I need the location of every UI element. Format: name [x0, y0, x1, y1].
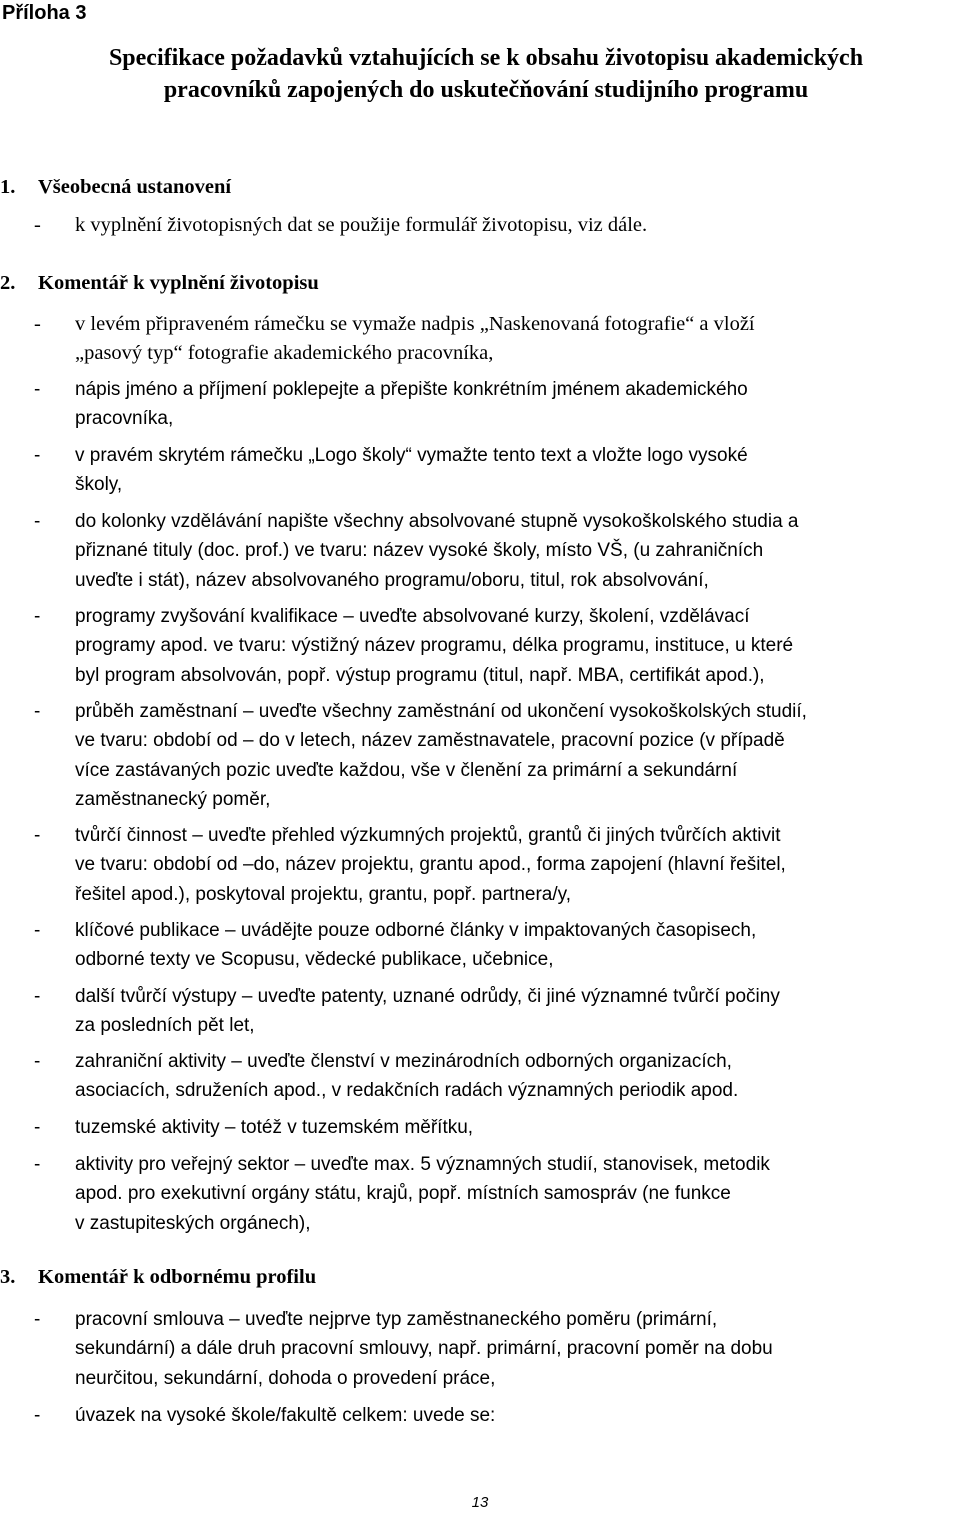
- list-item-line: pracovní smlouva – uveďte nejprve typ zaměstnaneckého poměru (primární,: [75, 1309, 718, 1330]
- list-item-line: přiznané tituly (doc. prof.) ve tvaru: název vysoké školy, místo VŠ, (u zahraničních: [75, 540, 764, 562]
- section-number: 2.: [0, 272, 16, 294]
- bullet-dash: -: [34, 379, 41, 400]
- list-item-line: v levém připraveném rámečku se vymaže nadpis „Naskenovaná fotografie“ a vloží: [75, 313, 755, 335]
- list-item-line: řešitel apod.), poskytoval projektu, grantu, popř. partnera/y,: [75, 883, 572, 905]
- list-item-line: za posledních pět let,: [75, 1015, 255, 1037]
- bullet-dash: -: [34, 1405, 41, 1426]
- list-item-line: v zastupiteských orgánech),: [75, 1212, 311, 1234]
- bullet-dash: -: [34, 1154, 41, 1175]
- bullet-dash: -: [34, 825, 41, 846]
- list-item-line: úvazek na vysoké škole/fakultě celkem: uvede se:: [75, 1405, 496, 1426]
- list-item-line: nápis jméno a příjmení poklepejte a přepište konkrétním jménem akademického: [75, 379, 748, 400]
- bullet-dash: -: [34, 920, 41, 941]
- section-number: 1.: [0, 176, 16, 198]
- list-item-line: asociacích, sdruženích apod., v redakčních radách významných periodik apod.: [75, 1080, 739, 1102]
- section-title: Komentář k vyplnění životopisu: [38, 272, 319, 294]
- section-number: 3.: [0, 1266, 16, 1288]
- list-item-line: zahraniční aktivity – uveďte členství v mezinárodních odborných organizacích,: [75, 1051, 732, 1072]
- bullet-dash: -: [34, 313, 41, 335]
- list-item-line: aktivity pro veřejný sektor – uveďte max. 5 významných studií, stanovisek, metodik: [75, 1154, 770, 1175]
- section-3-heading: [0, 1264, 316, 1290]
- list-item-line: v pravém skrytém rámečku „Logo školy“ vymažte tento text a vložte logo vysoké: [75, 445, 748, 466]
- list-item-line: průběh zaměstnaní – uveďte všechny zaměstnání od ukončení vysokoškolských studií,: [75, 701, 807, 722]
- bullet-dash: -: [34, 701, 41, 722]
- list-item-line: zaměstnanecký poměr,: [75, 788, 271, 810]
- title-line: pracovníků zapojených do uskutečňování studijního programu: [163, 77, 809, 103]
- list-item-line: více zastávaných pozic uveďte každou, vše v členění za primární a sekundární: [75, 759, 738, 781]
- list-item-line: školy,: [75, 474, 123, 496]
- section-title: Všeobecná ustanovení: [38, 176, 232, 198]
- bullet-dash: -: [34, 1309, 41, 1330]
- list-item-line: tuzemské aktivity – totéž v tuzemském měřítku,: [75, 1117, 474, 1138]
- list-item-line: pracovníka,: [75, 408, 174, 430]
- section-title: Komentář k odbornému profilu: [38, 1266, 317, 1288]
- bullet-dash: -: [34, 606, 41, 627]
- list-item-line: ve tvaru: období od –do, název projektu, grantu apod., forma zapojení (hlavní řešitel,: [75, 854, 786, 876]
- list-item-line: další tvůrčí výstupy – uveďte patenty, uznané odrůdy, či jiné významné tvůrčí počiny: [75, 986, 780, 1007]
- list-item-line: „pasový typ“ fotografie akademického pracovníka,: [75, 342, 494, 365]
- list-item-line: tvůrčí činnost – uveďte přehled výzkumných projektů, grantů či jiných tvůrčích aktivit: [75, 825, 781, 846]
- bullet-dash: -: [34, 445, 41, 466]
- list-item-line: k vyplnění životopisných dat se použije formulář životopisu, viz dále.: [75, 214, 648, 236]
- list-item-line: neurčitou, sekundární, dohoda o provedení práce,: [75, 1367, 496, 1389]
- section-1-heading: [0, 174, 231, 200]
- bullet-dash: -: [34, 1117, 41, 1138]
- bullet-dash: -: [34, 214, 41, 236]
- section-2-heading: [0, 270, 319, 296]
- appendix-label: Příloha 3: [2, 2, 87, 24]
- list-item-line: do kolonky vzdělávání napište všechny absolvované stupně vysokoškolského studia a: [75, 511, 799, 532]
- bullet-dash: -: [34, 986, 41, 1007]
- document-title: [16, 42, 956, 106]
- list-item-line: programy zvyšování kvalifikace – uveďte absolvované kurzy, školení, vzdělávací: [75, 606, 750, 627]
- list-item-line: odborné texty ve Scopusu, vědecké publikace, učebnice,: [75, 949, 554, 971]
- list-item-line: klíčové publikace – uvádějte pouze odborné články v impaktovaných časopisech,: [75, 920, 757, 941]
- list-item-line: ve tvaru: období od – do v letech, název zaměstnavatele, pracovní pozice (v případě: [75, 730, 785, 752]
- list-item-line: sekundární) a dále druh pracovní smlouvy, např. primární, pracovní poměr na dobu: [75, 1338, 773, 1360]
- list-item-line: byl program absolvován, popř. výstup programu (titul, např. MBA, certifikát apod.),: [75, 664, 765, 686]
- list-item-line: apod. pro exekutivní orgány státu, krajů, popř. místních samospráv (ne funkce: [75, 1183, 731, 1205]
- title-line: Specifikace požadavků vztahujících se k obsahu životopisu akademických: [108, 45, 864, 71]
- bullet-dash: -: [34, 511, 41, 532]
- list-item-line: uveďte i stát), název absolvovaného programu/oboru, titul, rok absolvování,: [75, 569, 709, 591]
- page-number: 13: [471, 1494, 489, 1511]
- list-item-line: programy apod. ve tvaru: výstižný název programu, délka programu, instituce, u které: [75, 635, 794, 657]
- bullet-dash: -: [34, 1051, 41, 1072]
